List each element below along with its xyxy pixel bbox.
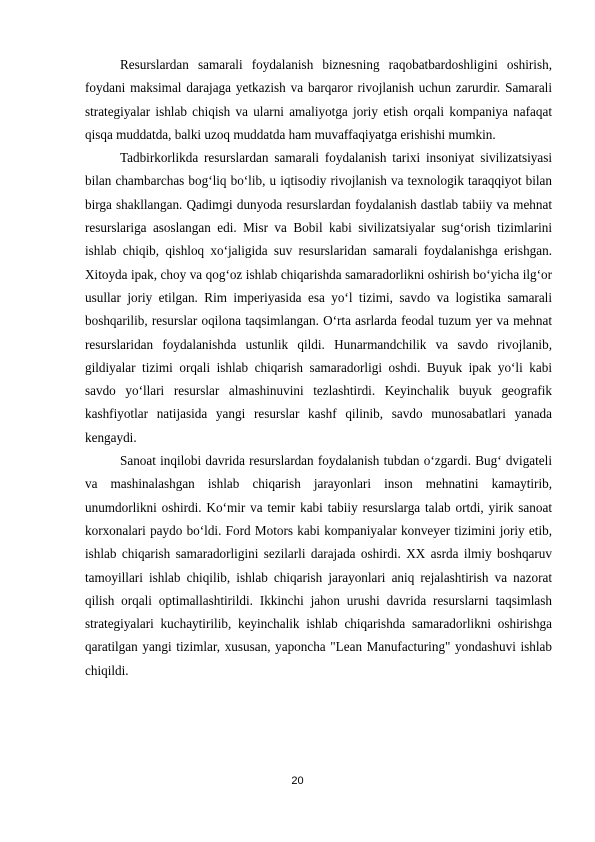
body-text [85,53,552,682]
page-number: 20 [291,775,304,787]
paragraph-history: Tadbirkorlikda resurslardan samarali foydalanish tarixi insoniyat sivilizatsiyasi bilan chambarchas bog‘liq bo‘lib, u iqtisodiy rivojlanish va texnologik taraqqiyot bilan birga shakllangan. Qadimgi dunyoda resurslardan foydalanish dastlab tabiiy va mehnat resurslariga asoslangan edi. Misr va Bobil kabi sivilizatsiyalar sug‘orish tizimlarini ishlab chiqib, qishloq xo‘jaligida suv resurslaridan samarali foydalanishga erishgan. Xitoyda ipak, choy va qog‘oz ishlab chiqarishda samaradorlikni oshirish bo‘yicha ilg‘or usullar joriy etilgan. Rim imperiyasida esa yo‘l tizimi, savdo va logistika samarali boshqarilib, resurslar oqilona taqsimlangan. O‘rta asrlarda feodal tuzum yer va mehnat resurslaridan foydalanishda ustunlik qildi. Hunarmandchilik va savdo rivojlanib, gildiyalar tizimi orqali ishlab chiqarish samaradorligi oshdi. Buyuk ipak yo‘li kabi savdo yo‘llari resurslar almashinuvini tezlashtirdi. Keyinchalik buyuk geografik kashfiyotlar natijasida yangi resurslar kashf qilinib, savdo munosabatlari yanada kengaydi. [85,150,552,445]
paragraph-industrial-revolution: Sanoat inqilobi davrida resurslardan foydalanish tubdan o‘zgardi. Bug‘ dvigateli va mashinalashgan ishlab chiqarish jarayonlari inson mehnatini kamaytirib, unumdorlikni oshirdi. Ko‘mir va temir kabi tabiiy resurslarga talab ortdi, yirik sanoat korxonalari paydo bo‘ldi. Ford Motors kabi kompaniyalar konveyer tizimini joriy etib, ishlab chiqarish samaradorligini sezilarli darajada oshirdi. XX asrda ilmiy boshqaruv tamoyillari ishlab chiqilib, ishlab chiqarish jarayonlari aniq rejalashtirish va nazorat qilish orqali optimallashtirildi. Ikkinchi jahon urushi davrida resurslarni taqsimlash strategiyalari kuchaytirilib, keyinchalik ishlab chiqarishda samaradorlikni oshirishga qaratilgan yangi tizimlar, xususan, yaponcha "Lean Manufacturing" yondashuvi ishlab chiqildi. [85,453,552,678]
paragraph-efficiency-intro: Resurslardan samarali foydalanish biznesning raqobatbardoshligini oshirish, foydani maksimal darajaga yetkazish va barqaror rivojlanish uchun zarurdir. Samarali strategiyalar ishlab chiqish va ularni amaliyotga joriy etish orqali kompaniya nafaqat qisqa muddatda, balki uzoq muddatda ham muvaffaqiyatga erishishi mumkin. [85,57,552,142]
